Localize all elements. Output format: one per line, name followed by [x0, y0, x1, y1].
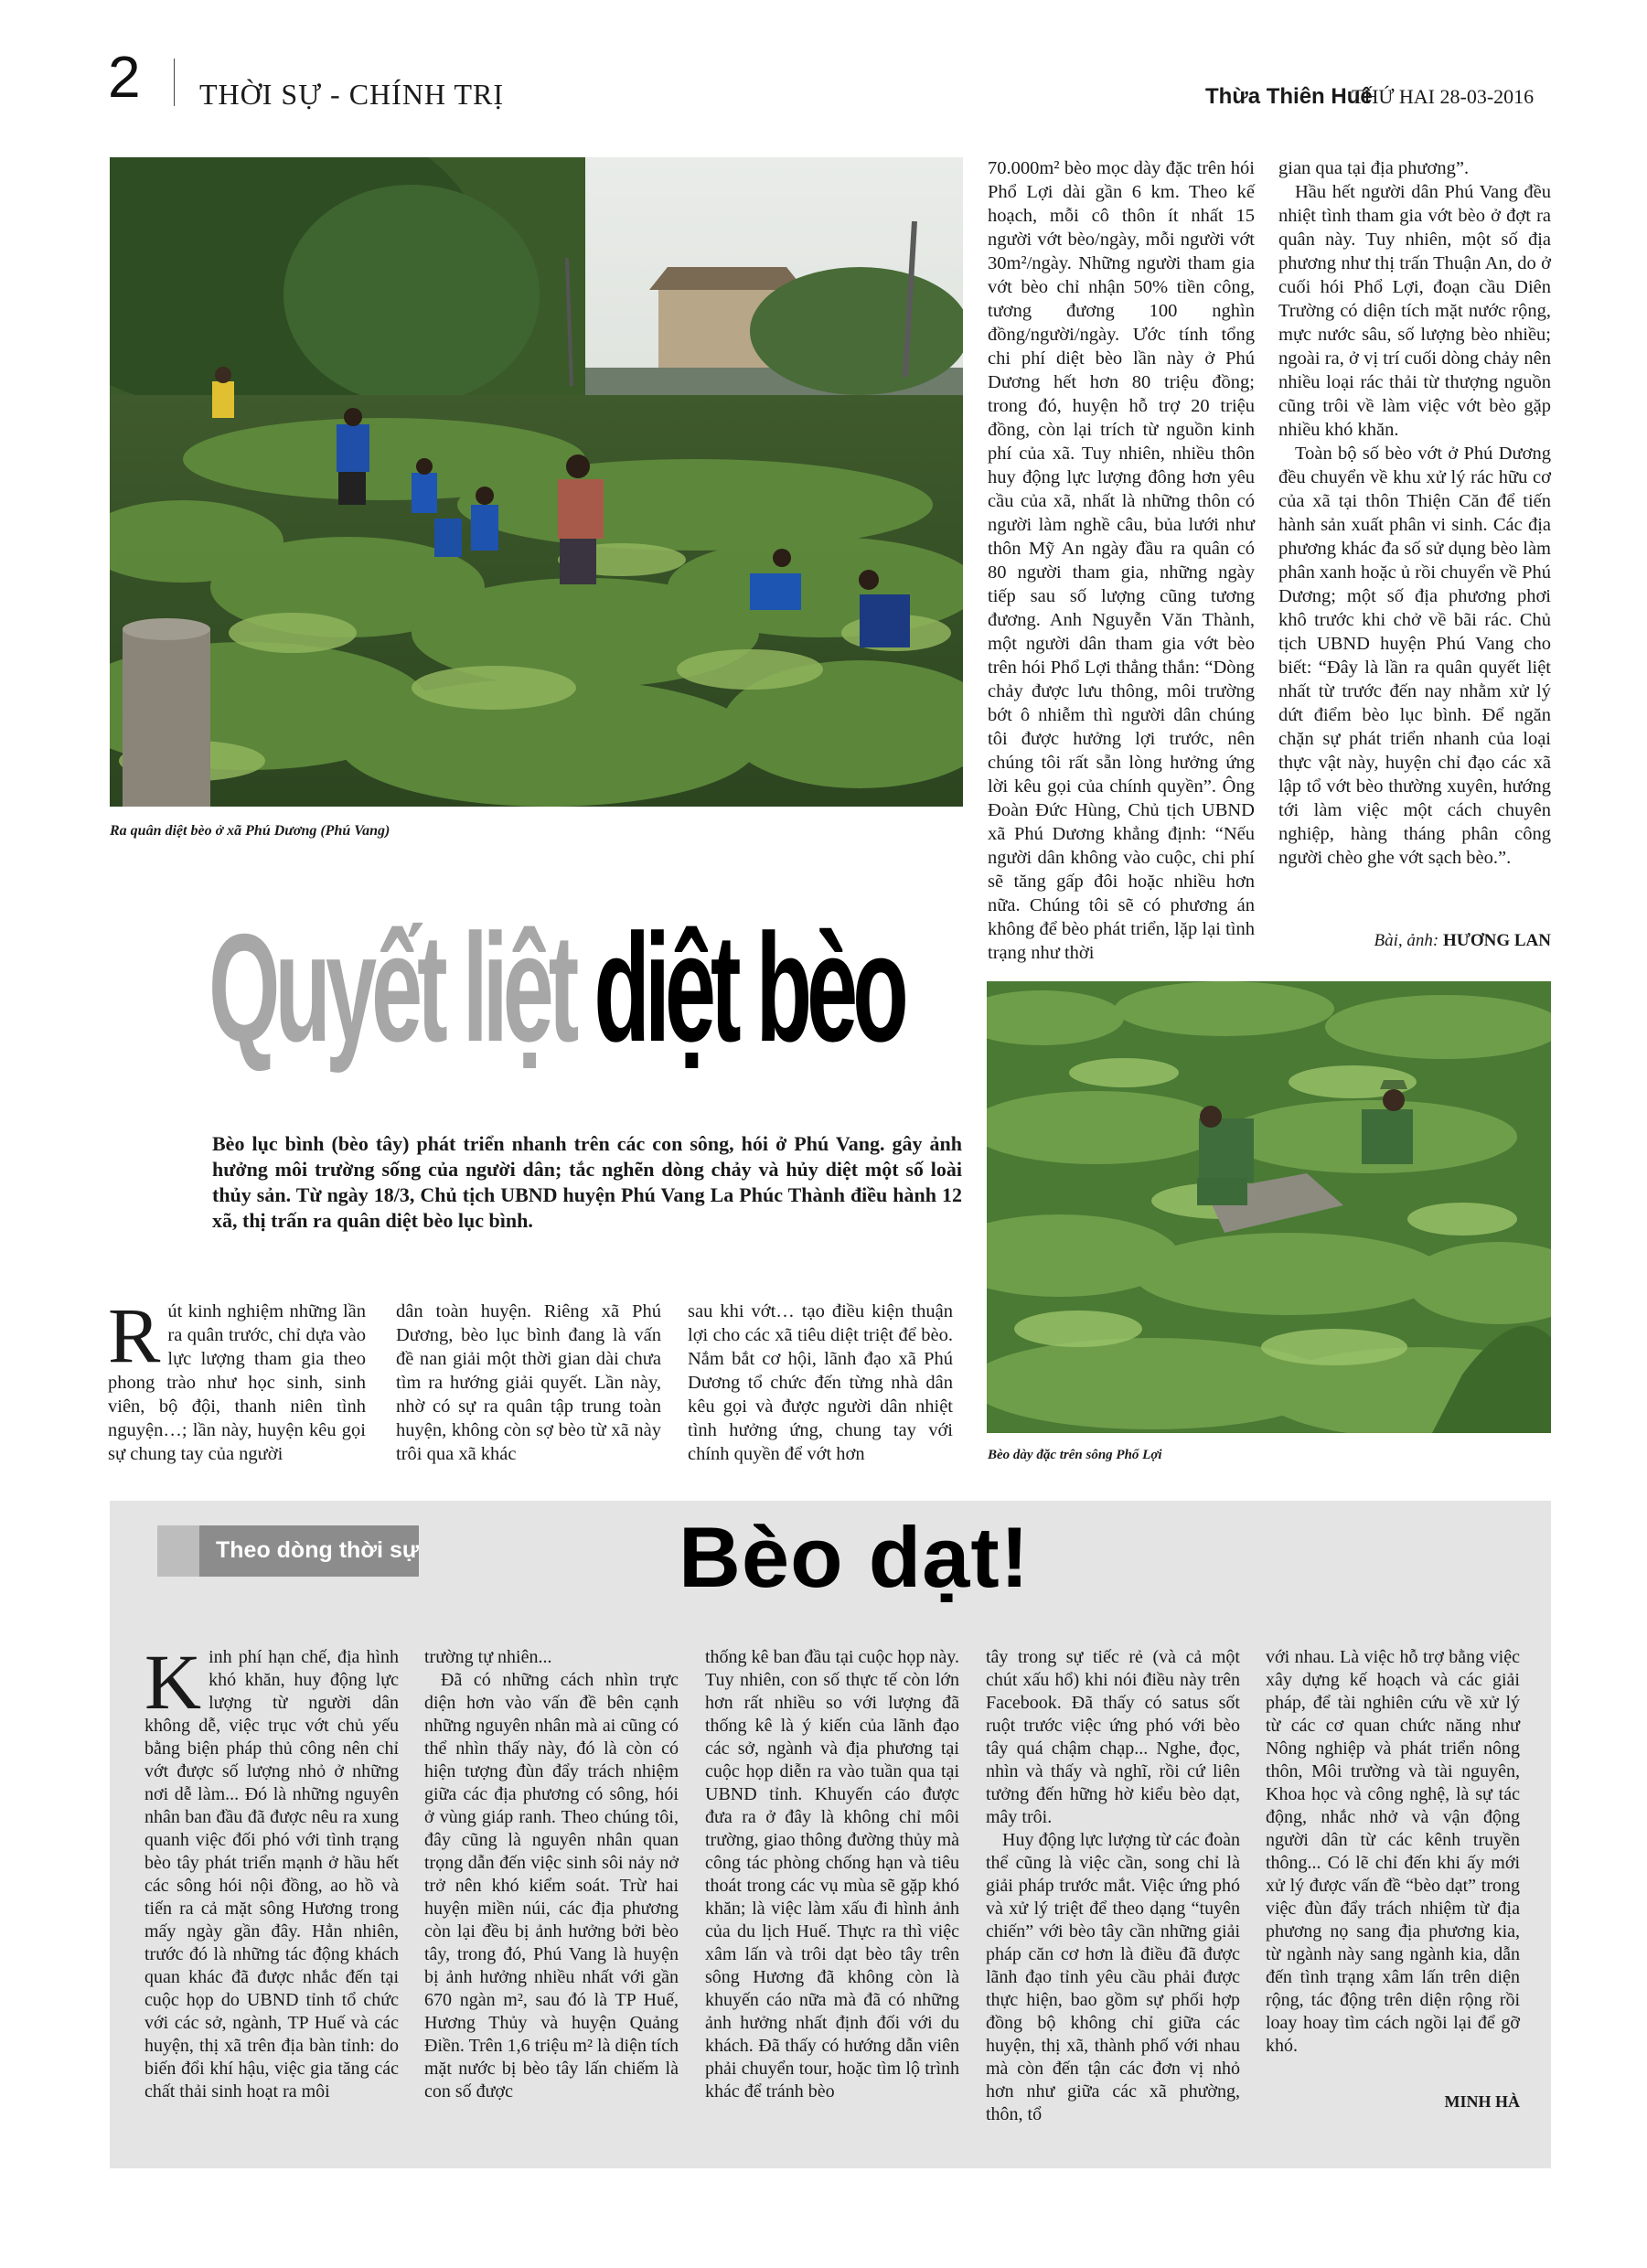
article-col5-p3: Toàn bộ số bèo vớt ở Phú Dương đều chuyển về khu xử lý rác hữu cơ của xã tại thôn Thiện Căn để tiến hành sản xuất phân vi sinh. Các địa phương khác đa số sử dụng bèo làm phân xanh hoặc ủ rồi chuyển về Phú Dương; một số địa phương phơi khô trước khi chở về bãi rác. Chủ tịch UBND huyện Phú Vang cho biết: “Đây là lần ra quân quyết liệt nhất từ trước đến nay nhằm xử lý dứt điểm bèo lục bình. Để ngăn chặn sự phát triển nhanh của loại thực vật này, huyện chỉ đạo các xã lập tổ vớt bèo thường xuyên, hướng tới làm việc một cách chuyên nghiệp, hàng tháng phân công người chèo ghe vớt sạch bèo.”. [1278, 444, 1551, 868]
sidebar-col1-text: inh phí hạn chế, địa hình khó khăn, huy động lực lượng từ người dân không dễ, việc trục vớt chủ yếu bằng biện pháp thủ công nên chỉ vớt được số lượng nhỏ ở những nơi dễ làm... Đó là những nguyên nhân ban đầu đã được nêu ra xung quanh việc đối phó với tình trạng bèo tây phát triển mạnh ở hầu hết các sông hói nội đồng, ao hồ và tiến ra cả mặt sông Hương trong mấy ngày gần đây. Hẳn nhiên, trước đó là những tác động khách quan khác đã được nhắc đến tại cuộc họp do UBND tỉnh tổ chức với các sở, ngành, TP Huế và các huyện, thị xã trên địa bàn tỉnh: do biến đổi khí hậu, việc gia tăng các chất thải sinh hoạt ra môi [144, 1647, 399, 2102]
article-col2-text: dân toàn huyện. Riêng xã Phú Dương, bèo lục bình đang là vấn đề nan giải một thời gian dài chưa tìm ra hướng giải quyết. Lần này, nhờ có sự ra quân tập trung toàn huyện, không còn sợ bèo từ xã này trôi qua xã khác [396, 1301, 661, 1464]
sidebar-column-3 [705, 1646, 959, 2103]
article-col1-text: út kinh nghiệm những lần ra quân trước, chỉ dựa vào lực lượng tham gia theo phong trào như học sinh, sinh viên, bộ đội, thanh niên tình nguyện…; lần này, huyện kêu gọi sự chung tay của người [108, 1301, 366, 1464]
article-col4-text: 70.000m² bèo mọc dày đặc trên hói Phổ Lợi dài gần 6 km. Theo kế hoạch, mỗi cô thôn ít nhất 15 người vớt bèo/ngày, mỗi người vớt 30m²/ngày. Những người tham gia vớt bèo chỉ nhận 50% tiền công, tương đương 100 nghìn đồng/người/ngày. Ước tính tổng chi phí diệt bèo lần này ở Phú Dương hết hơn 80 triệu đồng; trong đó, huyện hỗ trợ 20 triệu đồng, còn lại trích từ nguồn kinh phí của xã. Tuy nhiên, nhiều thôn huy động lực lượng đông hơn yêu cầu của xã, nhất là những thôn có người làm nghề câu, bủa lưới như thôn Mỹ An ngày đầu ra quân có 80 người tham gia, những ngày tiếp sau số lượng cũng tương đương. Anh Nguyễn Văn Thành, một người dân tham gia vớt bèo trên hói Phổ Lợi thẳng thắn: “Dòng chảy được lưu thông, môi trường bớt ô nhiễm thì người dân chúng tôi được hưởng lợi trước, nên chúng tôi rất sẵn lòng hưởng ứng lời kêu gọi của chính quyền”. Ông Đoàn Đức Hùng, Chủ tịch UBND xã Phú Dương khẳng định: “Nếu người dân không vào cuộc, chi phí sẽ tăng gấp đôi hoặc nhiều hơn nữa. Chúng tôi sẽ có phương án không để bèo phát triển, lặp lại tình trạng như thời [988, 158, 1255, 963]
headline-part2: diệt bèo [594, 902, 904, 1074]
sidebar-column-5 [1266, 1646, 1520, 2058]
sidebar-tag-label: Theo dòng thời sự [216, 1537, 419, 1563]
article-column-3 [688, 1300, 953, 1466]
photo2-caption: Bèo dày đặc trên sông Phổ Lợi [988, 1448, 1162, 1462]
article-col3-text: sau khi vớt… tạo điều kiện thuận lợi cho các xã tiêu diệt triệt để bèo. Nắm bắt cơ hội, lãnh đạo xã Phú Dương tổ chức đến từng nhà dân kêu gọi và được người dân nhiệt tình hưởng ứng, chung tay với chính quyền để vớt hơn [688, 1301, 953, 1464]
photo-dense-hyacinth-river [987, 981, 1551, 1433]
section-title: THỜI SỰ - CHÍNH TRỊ [199, 78, 504, 111]
article-col5-p2: Hầu hết người dân Phú Vang đều nhiệt tình tham gia vớt bèo ở đợt ra quân này. Tuy nhiên, một số địa phương như thị trấn Thuận An, do ở cuối hói Phổ Lợi, đoạn cầu Diên Trường có diện tích mặt nước rộng, mực nước sâu, số lượng bèo nhiều; ngoài ra, ở vị trí cuối dòng chảy nên nhiều loại rác thải từ thượng nguồn cũng trôi về làm việc vớt bèo gặp nhiều khó khăn. [1278, 182, 1551, 440]
publication-name: Thừa Thiên Huế [1205, 84, 1373, 109]
article-headline [209, 892, 904, 1084]
article-column-2 [396, 1300, 661, 1466]
photo1-caption: Ra quân diệt bèo ở xã Phú Dương (Phú Vang) [110, 823, 390, 839]
sidebar-column-2 [424, 1646, 679, 2103]
byline-name: HƯƠNG LAN [1442, 931, 1551, 950]
sidebar-col4-p1: tây trong sự tiếc rẻ (và cả một chút xấu hổ) khi nói điều này trên Facebook. Đã thấy có satus sốt ruột trước việc ứng phó với bèo tây quá chậm chạp... Nghe, đọc, nhìn và thấy và nghĩ, rồi cứ liên tưởng đến hững hờ kiểu bèo dạt, mây trôi. [986, 1647, 1240, 1827]
article-column-1 [108, 1291, 366, 1466]
sidebar-title: Bèo dạt! [679, 1509, 1030, 1605]
sidebar-col3-text: thống kê ban đầu tại cuộc họp này. Tuy nhiên, con số thực tế còn lớn hơn rất nhiều so với lượng đã thống kê là ý kiến của lãnh đạo các sở, ngành và địa phương tại cuộc họp diễn ra vào tuần qua tại UBND tỉnh. Khuyến cáo được đưa ra ở đây là không chỉ môi trường, giao thông đường thủy mà công tác phòng chống hạn và tiêu thoát trong các vụ mùa sẽ gặp khó khăn; là việc làm xấu đi hình ảnh của du lịch Huế. Thực ra thì việc xâm lấn và trôi dạt bèo tây trên sông Hương đã không còn là khuyến cáo nữa mà đã có những ảnh hưởng nhất định đối với du khách. Đã thấy có hướng dẫn viên phải chuyển tour, hoặc tìm lộ trình khác để tránh bèo [705, 1647, 959, 2102]
article-lead: Bèo lục bình (bèo tây) phát triển nhanh trên các con sông, hói ở Phú Vang. gây ảnh hưởng môi trường sống của người dân; tắc nghẽn dòng chảy và hủy diệt một số loài thủy sản. Từ ngày 18/3, Chủ tịch UBND huyện Phú Vang La Phúc Thành điều hành 12 xã, thị trấn ra quân diệt bèo lục bình. [212, 1132, 962, 1232]
sidebar-col2-p2: Đã có những cách nhìn trực diện hơn vào vấn đề bên cạnh những nguyên nhân mà ai cũng có thể nhìn thấy này, đó là còn có hiện tượng đùn đẩy trách nhiệm giữa các địa phương có sông, hói ở vùng giáp ranh. Theo chúng tôi, đây cũng là nguyên nhân quan trọng dẫn đến việc sinh sôi nảy nở trở nên khó kiểm soát. Trừ hai huyện miền núi, các địa phương còn lại đều bị ảnh hưởng bởi bèo tây, trong đó, Phú Vang là huyện bị ảnh hưởng nhiều nhất với gần 670 ngàn m², sau đó là TP Huế, Hương Thủy và huyện Quảng Điền. Trên 1,6 triệu m² là diện tích mặt nước bị bèo tây lấn chiếm là con số được [424, 1670, 679, 2102]
page-number: 2 [108, 44, 141, 110]
sidebar-dropcap: K [144, 1638, 202, 1726]
article-column-5 [1278, 156, 1551, 870]
sidebar-column-4 [986, 1646, 1240, 2126]
sidebar-byline: MINH HÀ [1444, 2092, 1520, 2111]
byline-prefix: Bài, ảnh: [1374, 931, 1443, 950]
sidebar-column-1 [144, 1638, 399, 2103]
sidebar-col2-p1: trường tự nhiên... [424, 1647, 552, 1667]
article-byline [1278, 931, 1551, 951]
issue-date: THỨ HAI 28-03-2016 [1352, 85, 1535, 108]
sidebar-col5-text: với nhau. Là việc hỗ trợ bằng việc xây dựng kế hoạch và các giải pháp, để tài nghiên cứu về xử lý từ các cơ quan chức năng như Nông nghiệp và phát triển nông thôn, Môi trường và tài nguyên, Khoa học và công nghệ, là sự tác động, nhắc nhở và vận động người dân từ các kênh truyền thông... Có lẽ chỉ đến khi ấy mới xử lý được vấn đề “bèo dạt” trong việc đùn đẩy trách nhiệm từ địa phương nọ sang địa phương kia, từ ngành này sang ngành kia, dẫn đến tình trạng xâm lấn trên diện rộng, tác động trên diện rộng rồi loay hoay tìm cách ngồi lại để gỡ khó. [1266, 1647, 1520, 2056]
article-dropcap: R [108, 1291, 161, 1379]
photo-volunteers-clearing-hyacinth [110, 157, 963, 807]
article-column-4 [988, 156, 1255, 965]
article-col5-p1: gian qua tại địa phương”. [1278, 158, 1470, 178]
header-divider [174, 59, 175, 106]
headline-part1: Quyết liệt [209, 902, 574, 1074]
sidebar-tag [157, 1525, 419, 1577]
sidebar-col4-p2: Huy động lực lượng từ các đoàn thể cũng là việc cần, song chỉ là giải pháp trước mắt. Việc ứng phó và xử lý triệt để theo dạng “tuyên chiến” với bèo tây cần những giải pháp căn cơ hơn là điều đã được lãnh đạo tỉnh yêu cầu phải được thực hiện, bao gồm sự phối hợp đồng bộ không chỉ giữa các huyện, thị xã, thành phố với nhau mà còn đến tận các đơn vị nhỏ hơn như giữa các xã phường, thôn, tổ [986, 1830, 1240, 2124]
